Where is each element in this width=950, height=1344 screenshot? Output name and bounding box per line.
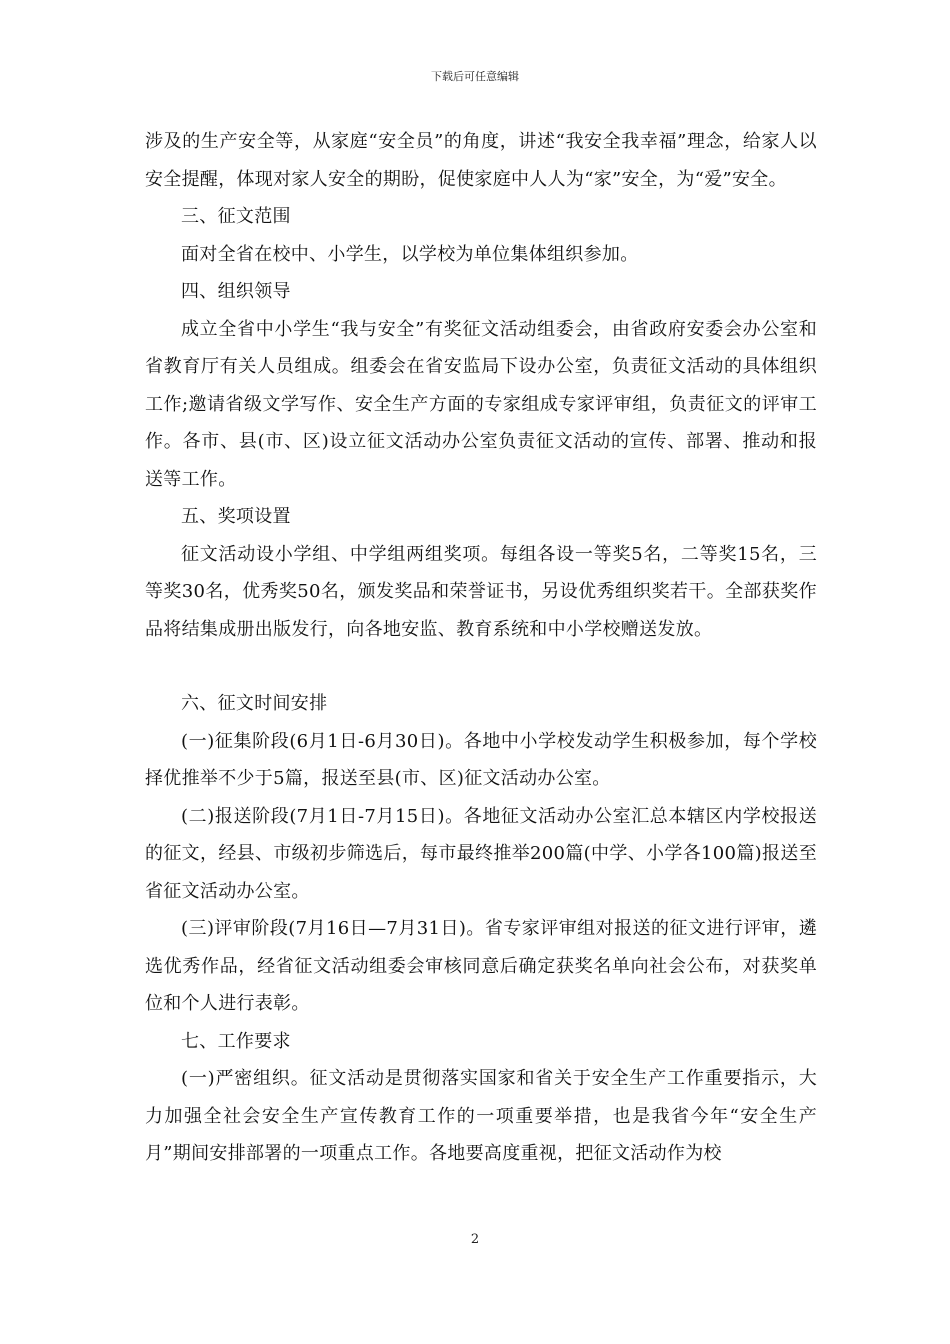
page-header: 下载后可任意编辑 — [431, 70, 519, 83]
page-number: 2 — [470, 1232, 480, 1247]
document-body — [145, 123, 817, 1173]
section-heading-scope: 三、征文范围 — [181, 206, 291, 227]
section-heading-schedule: 六、征文时间安排 — [181, 693, 328, 714]
paragraph-schedule-review: (三)评审阶段(7月16日—7月31日)。省专家评审组对报送的征文进行评审，遴选优秀作品，经省征文活动组委会审核同意后确定获奖名单向社会公布，对获奖单位和个人进行表彰。 — [145, 918, 817, 1014]
paragraph-spacer — [145, 648, 817, 685]
section-heading-requirements: 七、工作要求 — [181, 1030, 291, 1052]
section-heading-organization: 四、组织领导 — [181, 281, 291, 302]
paragraph-schedule-submission: (二)报送阶段(7月1日-7月15日)。各地征文活动办公室汇总本辖区内学校报送的征文，经县、市级初步筛选后，每市最终推举200篇(中学、小学各100篇)报送至省征文活动办公室。 — [145, 805, 817, 902]
section-heading-awards: 五、奖项设置 — [181, 506, 291, 527]
paragraph-schedule-collection: (一)征集阶段(6月1日-6月30日)。各地中小学校发动学生积极参加，每个学校择优推举不少于5篇，报送至县(市、区)征文活动办公室。 — [145, 730, 817, 789]
paragraph-awards: 征文活动设小学组、中学组两组奖项。每组各设一等奖5名，二等奖15名，三等奖30名，优秀奖50名，颁发奖品和荣誉证书，另设优秀组织奖若干。全部获奖作品将结集成册出版发行，向各地安监、教育系统和中小学校赠送发放。 — [145, 543, 817, 640]
paragraph-intro-continuation: 涉及的生产安全等，从家庭“安全员”的角度，讲述“我安全我幸福”理念，给家人以安全提醒，体现对家人安全的期盼，促使家庭中人人为“家”安全，为“爱”安全。 — [145, 131, 817, 190]
paragraph-scope: 面对全省在校中、小学生，以学校为单位集体组织参加。 — [181, 243, 639, 265]
paragraph-requirements-organize: (一)严密组织。征文活动是贯彻落实国家和省关于安全生产工作重要指示，大力加强全社会安全生产宣传教育工作的一项重要举措，也是我省今年“安全生产月”期间安排部署的一项重点工作。各地要高度重视，把征文活动作为校 — [145, 1068, 817, 1164]
paragraph-organization: 成立全省中小学生“我与安全”有奖征文活动组委会，由省政府安委会办公室和省教育厅有关人员组成。组委会在省安监局下设办公室，负责征文活动的具体组织工作;邀请省级文学写作、安全生产方面的专家组成专家评审组，负责征文的评审工作。各市、县(市、区)设立征文活动办公室负责征文活动的宣传、部署、推动和报送等工作。 — [145, 318, 817, 490]
